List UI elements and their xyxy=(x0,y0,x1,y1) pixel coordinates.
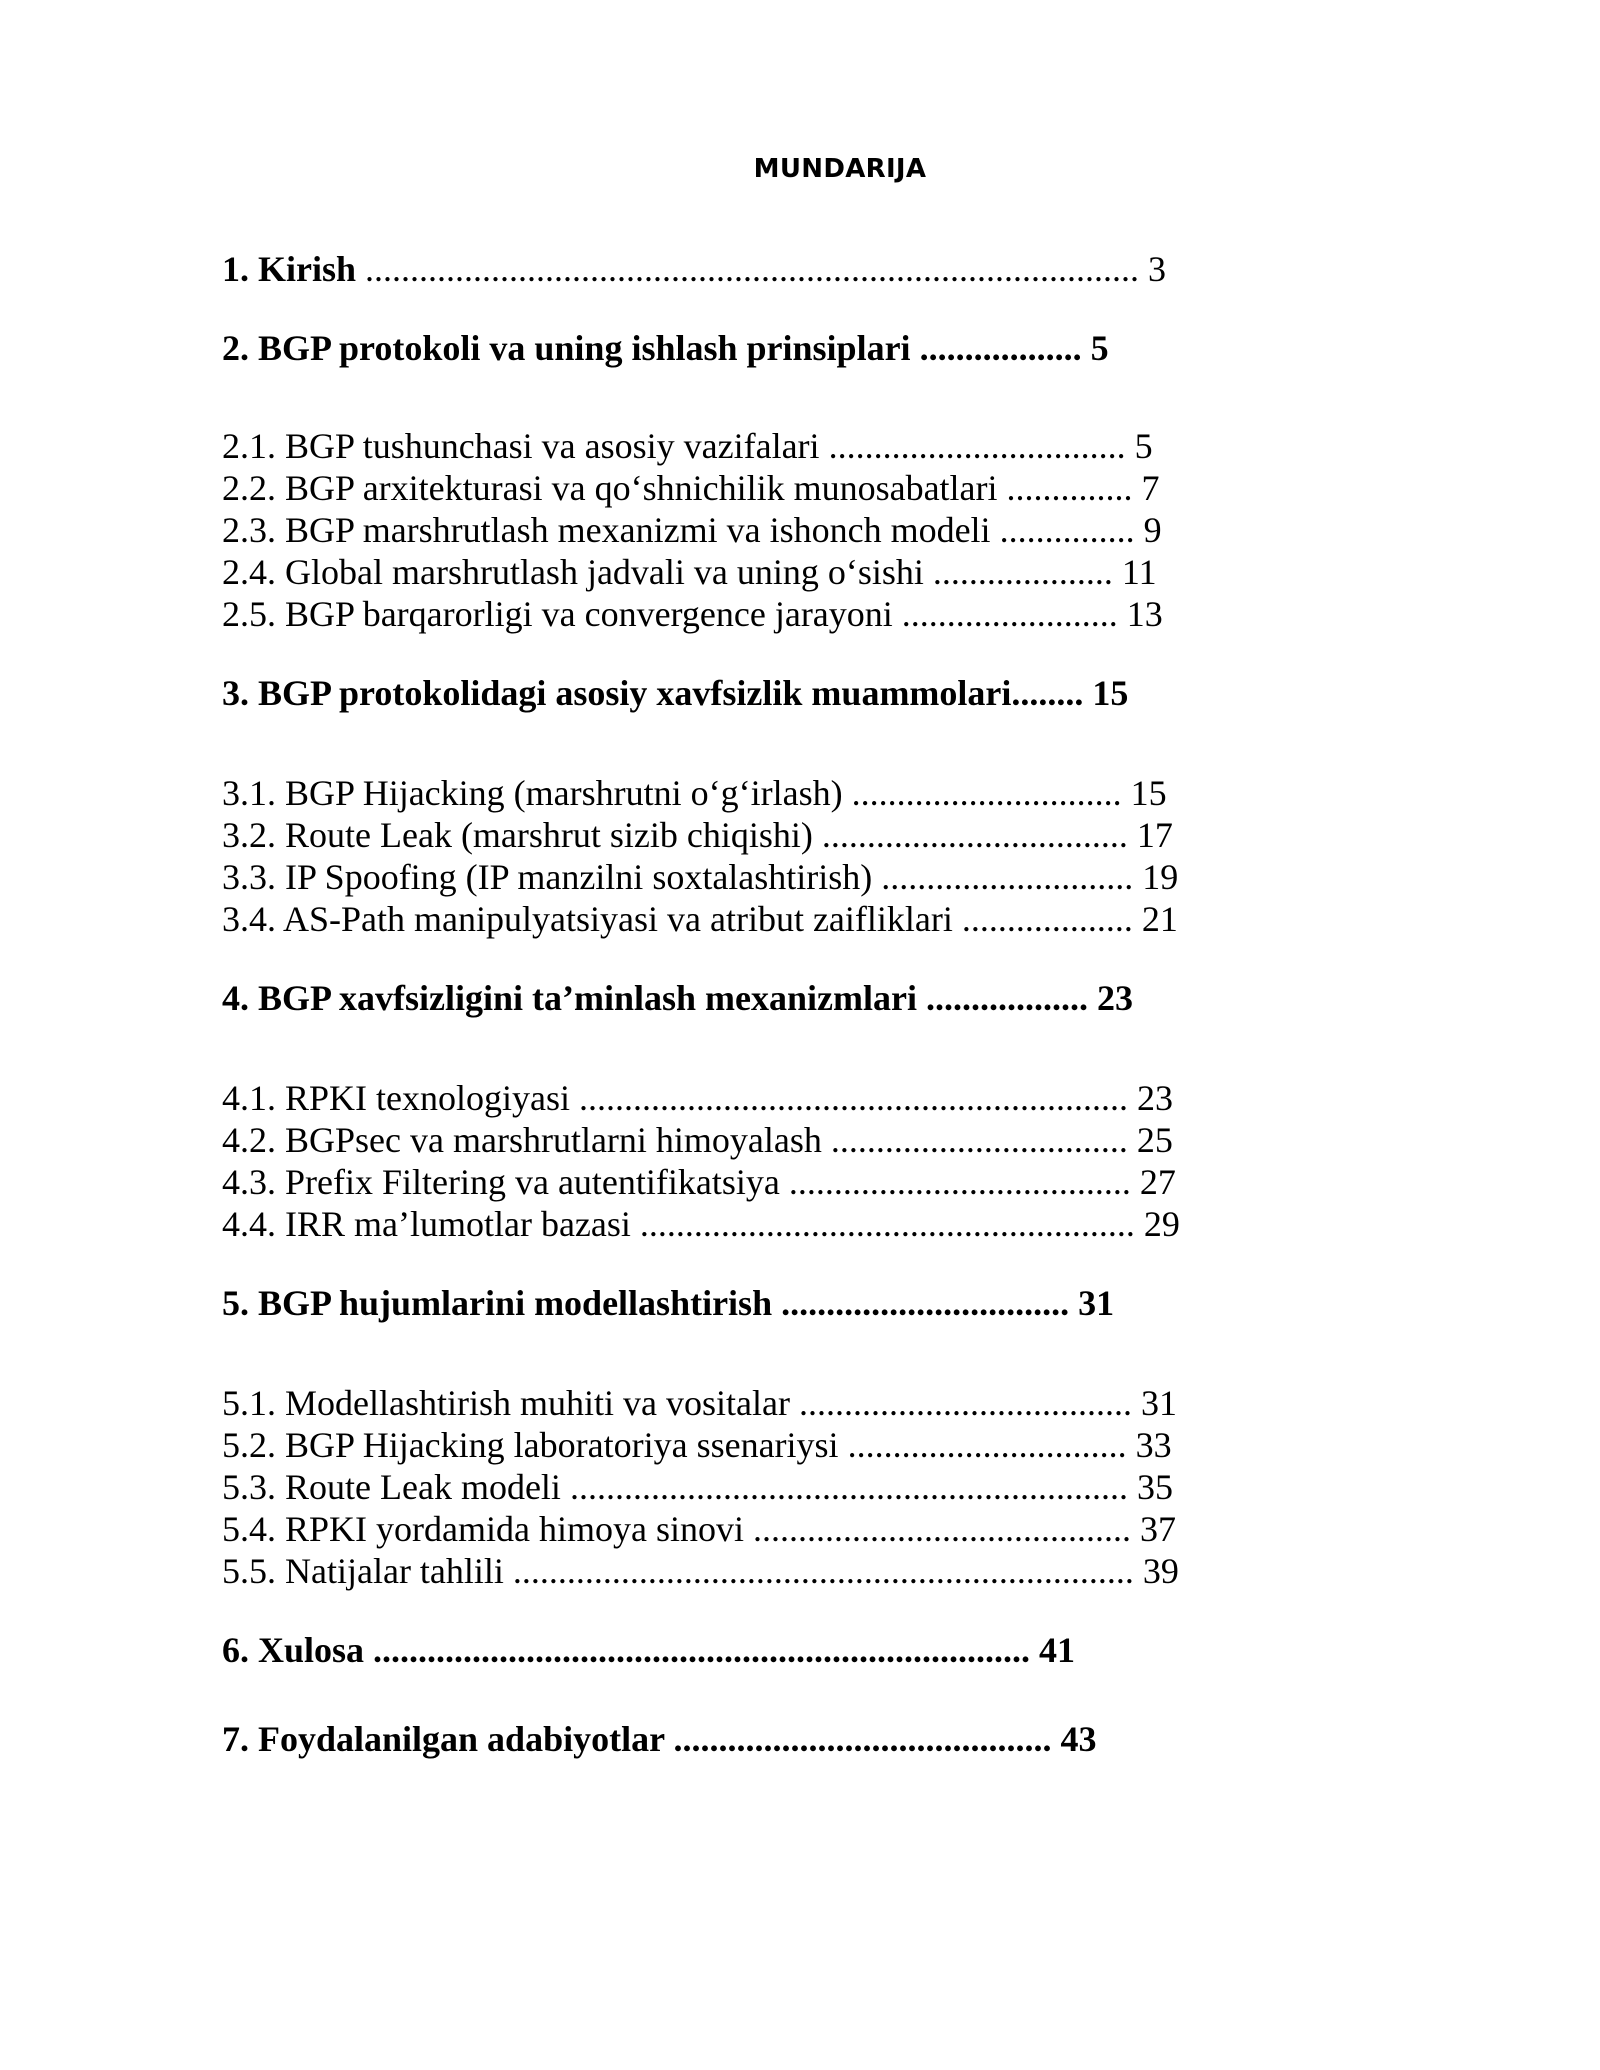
toc-entry-leader: .................. xyxy=(917,978,1088,1018)
toc-entry-leader: ................................. xyxy=(821,1120,1128,1160)
toc-entry-text: 2. BGP protokoli va uning ishlash prinsiplari xyxy=(222,328,911,368)
toc-entry-text: 5.4. RPKI yordamida himoya sinovi xyxy=(222,1509,744,1549)
toc-entry-text: 5.5. Natijalar tahlili xyxy=(222,1551,504,1591)
toc-entry-5-2 xyxy=(222,1424,1172,1466)
toc-entry-text: 5.1. Modellashtirish muhiti va vositalar xyxy=(222,1383,790,1423)
toc-entry-2-1 xyxy=(222,425,1153,467)
toc-entry-leader: ............... xyxy=(990,510,1135,550)
toc-entry-page: 5 xyxy=(1125,426,1153,466)
toc-entry-leader: ................................ xyxy=(772,1283,1070,1323)
toc-entry-6 xyxy=(222,1629,1075,1671)
toc-entry-leader: ...................................................................................... xyxy=(356,249,1140,289)
toc-entry-page: 5 xyxy=(1081,328,1109,368)
toc-entry-text: 4.2. BGPsec va marshrutlarni himoyalash xyxy=(222,1120,822,1160)
toc-entry-2 xyxy=(222,327,1109,369)
toc-entry-page: 29 xyxy=(1134,1204,1180,1244)
toc-entry-page: 25 xyxy=(1127,1120,1173,1160)
toc-entry-page: 39 xyxy=(1133,1551,1179,1591)
toc-entry-leader: .......................................... xyxy=(664,1719,1052,1759)
toc-entry-page: 33 xyxy=(1126,1425,1172,1465)
toc-entry-leader: .............................. xyxy=(842,773,1122,813)
toc-entry-page: 37 xyxy=(1130,1509,1176,1549)
toc-entry-leader: .......................................... xyxy=(743,1509,1131,1549)
toc-entry-page: 43 xyxy=(1051,1719,1097,1759)
toc-entry-5-5 xyxy=(222,1550,1179,1592)
toc-entry-page: 21 xyxy=(1132,899,1178,939)
toc-entry-5 xyxy=(222,1282,1114,1324)
toc-entry-5-4 xyxy=(222,1508,1176,1550)
toc-entry-1 xyxy=(222,248,1166,290)
toc-entry-leader: ...................................... xyxy=(779,1162,1131,1202)
toc-entry-leader: ............................... xyxy=(838,1425,1127,1465)
toc-entry-leader: ................... xyxy=(952,899,1133,939)
toc-entry-2-5 xyxy=(222,593,1163,635)
toc-entry-4 xyxy=(222,977,1133,1019)
toc-entry-leader: .............. xyxy=(997,468,1133,508)
toc-entry-text: 6. Xulosa xyxy=(222,1630,365,1670)
toc-entry-7 xyxy=(222,1718,1096,1760)
toc-entry-leader: .................... xyxy=(923,552,1113,592)
toc-entry-leader: ........ xyxy=(1011,673,1084,713)
toc-entry-text: 4.1. RPKI texnologiyasi xyxy=(222,1078,570,1118)
toc-entry-page: 41 xyxy=(1030,1630,1076,1670)
toc-entry-2-3 xyxy=(222,509,1162,551)
toc-entry-page: 31 xyxy=(1131,1383,1177,1423)
toc-entry-leader: ................................. xyxy=(819,426,1126,466)
toc-entry-page: 23 xyxy=(1088,978,1133,1018)
toc-entry-text: 3.1. BGP Hijacking (marshrutni o‘g‘irlash) xyxy=(222,773,843,813)
toc-entry-page: 27 xyxy=(1130,1162,1176,1202)
toc-entry-leader: .................. xyxy=(910,328,1082,368)
toc-entry-3-3 xyxy=(222,856,1178,898)
toc-entry-page: 31 xyxy=(1069,1283,1115,1323)
toc-entry-text: 2.3. BGP marshrutlash mexanizmi va ishonch modeli xyxy=(222,510,991,550)
toc-entry-text: 4.3. Prefix Filtering va autentifikatsiya xyxy=(222,1162,780,1202)
toc-entry-page: 15 xyxy=(1083,673,1129,713)
toc-entry-page: 3 xyxy=(1139,249,1167,289)
toc-entry-4-2 xyxy=(222,1119,1173,1161)
toc-entry-text: 3. BGP protokolidagi asosiy xavfsizlik muammolari xyxy=(222,673,1012,713)
toc-entry-5-3 xyxy=(222,1466,1173,1508)
toc-entry-page: 11 xyxy=(1112,552,1157,592)
toc-entry-leader: ............................................................. xyxy=(570,1078,1128,1118)
toc-entry-leader: .................................. xyxy=(812,815,1128,855)
toc-entry-page: 35 xyxy=(1127,1467,1173,1507)
toc-entry-page: 17 xyxy=(1127,815,1173,855)
toc-entry-page: 13 xyxy=(1117,594,1163,634)
toc-entry-page: 23 xyxy=(1128,1078,1173,1118)
toc-entry-leader: ..................................... xyxy=(789,1383,1132,1423)
toc-entry-text: 7. Foydalanilgan adabiyotlar xyxy=(222,1719,665,1759)
toc-entry-leader: .............................................................. xyxy=(560,1467,1128,1507)
toc-entry-text: 2.5. BGP barqarorligi va convergence jarayoni xyxy=(222,594,893,634)
toc-entry-4-3 xyxy=(222,1161,1176,1203)
toc-entry-text: 5.2. BGP Hijacking laboratoriya ssenariysi xyxy=(222,1425,839,1465)
toc-entry-4-4 xyxy=(222,1203,1180,1245)
toc-entry-leader: ..................................................................... xyxy=(503,1551,1134,1591)
toc-entry-page: 7 xyxy=(1132,468,1160,508)
toc-entry-text: 3.2. Route Leak (marshrut sizib chiqishi) xyxy=(222,815,813,855)
toc-entry-leader: ......................................................................... xyxy=(364,1630,1031,1670)
toc-entry-text: 5.3. Route Leak modeli xyxy=(222,1467,561,1507)
toc-entry-text: 4. BGP xavfsizligini ta’minlash mexanizmlari xyxy=(222,978,917,1018)
toc-entry-2-2 xyxy=(222,467,1160,509)
toc-entry-text: 3.4. AS-Path manipulyatsiyasi va atribut zaifliklari xyxy=(222,899,953,939)
toc-entry-page: 19 xyxy=(1133,857,1179,897)
toc-entry-5-1 xyxy=(222,1382,1177,1424)
toc-entry-leader: ........................ xyxy=(892,594,1118,634)
toc-entry-3-1 xyxy=(222,772,1167,814)
toc-entry-3-4 xyxy=(222,898,1178,940)
toc-entry-page: 9 xyxy=(1134,510,1162,550)
toc-entry-leader: ....................................................... xyxy=(630,1204,1135,1244)
toc-entry-3-2 xyxy=(222,814,1173,856)
toc-entry-text: 1. Kirish xyxy=(222,249,357,289)
toc-entry-4-1 xyxy=(222,1077,1173,1119)
toc-entry-2-4 xyxy=(222,551,1157,593)
toc-entry-text: 4.4. IRR ma’lumotlar bazasi xyxy=(222,1204,631,1244)
toc-entry-text: 2.1. BGP tushunchasi va asosiy vazifalari xyxy=(222,426,820,466)
toc-entry-text: 2.2. BGP arxitekturasi va qo‘shnichilik munosabatlari xyxy=(222,468,998,508)
toc-entry-page: 15 xyxy=(1121,773,1167,813)
page-title: MUNDARIJA xyxy=(753,154,927,184)
toc-entry-text: 5. BGP hujumlarini modellashtirish xyxy=(222,1283,773,1323)
toc-entry-leader: ............................ xyxy=(872,857,1134,897)
toc-entry-text: 2.4. Global marshrutlash jadvali va uning o‘sishi xyxy=(222,552,924,592)
toc-entry-3 xyxy=(222,672,1128,714)
toc-entry-text: 3.3. IP Spoofing (IP manzilni soxtalashtirish) xyxy=(222,857,873,897)
